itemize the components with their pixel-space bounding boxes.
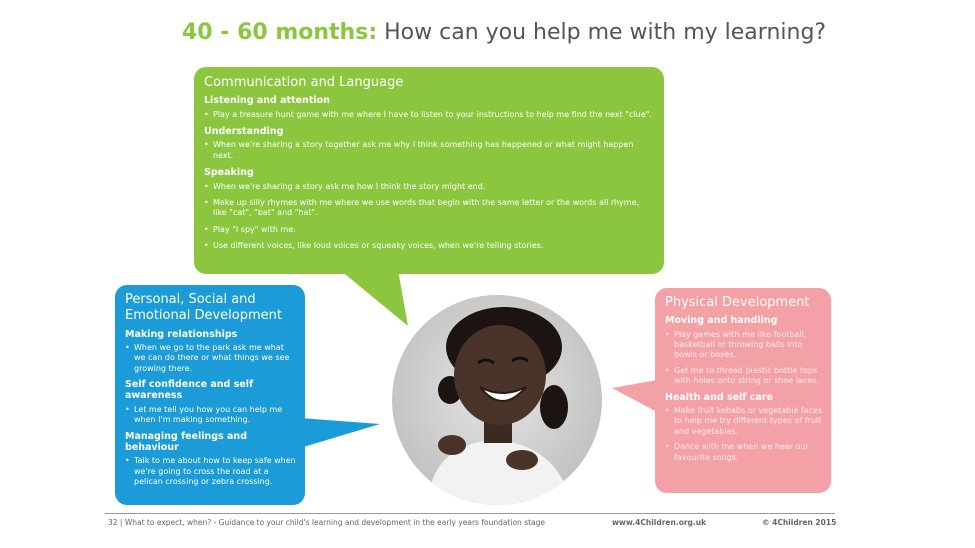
panel-heading: Communication and Language [204,75,404,90]
list-item: • When we're sharing a story ask me how I think the story might end. [204,182,654,192]
list-item: • Get me to thread plastic bottle tops with holes onto string or shoe laces. [665,366,823,387]
list-item: • Make up silly rhymes with me where we use words that begin with the same letter or the words all rhyme, like "cat", "bat" and "hat". [204,198,654,219]
subheading-relationships: Making relationships [125,328,238,340]
subheading-listening: Listening and attention [204,95,330,107]
subheading-health: Health and self care [665,391,773,403]
footer-website-link[interactable]: www.4Children.org.uk [612,518,707,527]
panel-heading: Physical Development [665,295,810,310]
list-item: • Play games with me like football, basketball or throwing balls into bowls or boxes. [665,330,823,361]
list-item: • Let me tell you how you can help me when I'm making something. [125,405,297,426]
footer-copyright: © 4Children 2015 [762,518,837,527]
list-item: • Use different voices, like loud voices or squeaky voices, when we're telling stories. [204,241,654,251]
subheading-speaking: Speaking [204,167,254,179]
green-bubble-tail [340,270,420,330]
physical-development-panel [655,288,831,493]
footer-divider [105,513,835,514]
blue-bubble-tail [300,418,390,458]
subheading-self-confidence: Self confidence and self awareness [125,379,254,402]
subheading-understanding: Understanding [204,126,284,138]
child-illustration [392,295,602,505]
list-item: • When we go to the park ask me what we can do there or what things we see growing there. [125,343,297,374]
child-photo [392,295,602,505]
page-title [182,20,882,45]
list-item: • When we're sharing a story together ask me why I think something has happened or what might happen next. [204,140,654,161]
list-item: • Play a treasure hunt game with me where I have to listen to your instructions to help me find the next "clue". [204,110,654,120]
title-age: 40 - 60 months: [182,20,378,45]
subheading-feelings: Managing feelings and behaviour [125,430,247,454]
personal-social-panel [115,285,305,505]
subheading-moving: Moving and handling [665,315,778,327]
title-question: How can you help me with my learning? [384,20,827,45]
communication-language-panel [194,67,664,274]
footer-page-info: 32 | What to expect, when? - Guidance to your child's learning and development in the early years foundation stage [108,518,546,527]
panel-heading: Personal, Social and Emotional Development [125,292,282,324]
list-item: • Make fruit kebabs or vegetable faces to help me try different types of fruit and vegetables. [665,406,823,437]
list-item: • Talk to me about how to keep safe when we're going to cross the road at a pelican crossing or zebra crossing. [125,456,297,487]
list-item: • Play "I spy" with me. [204,225,654,235]
list-item: • Dance with me when we hear our favourite songs. [665,442,823,463]
